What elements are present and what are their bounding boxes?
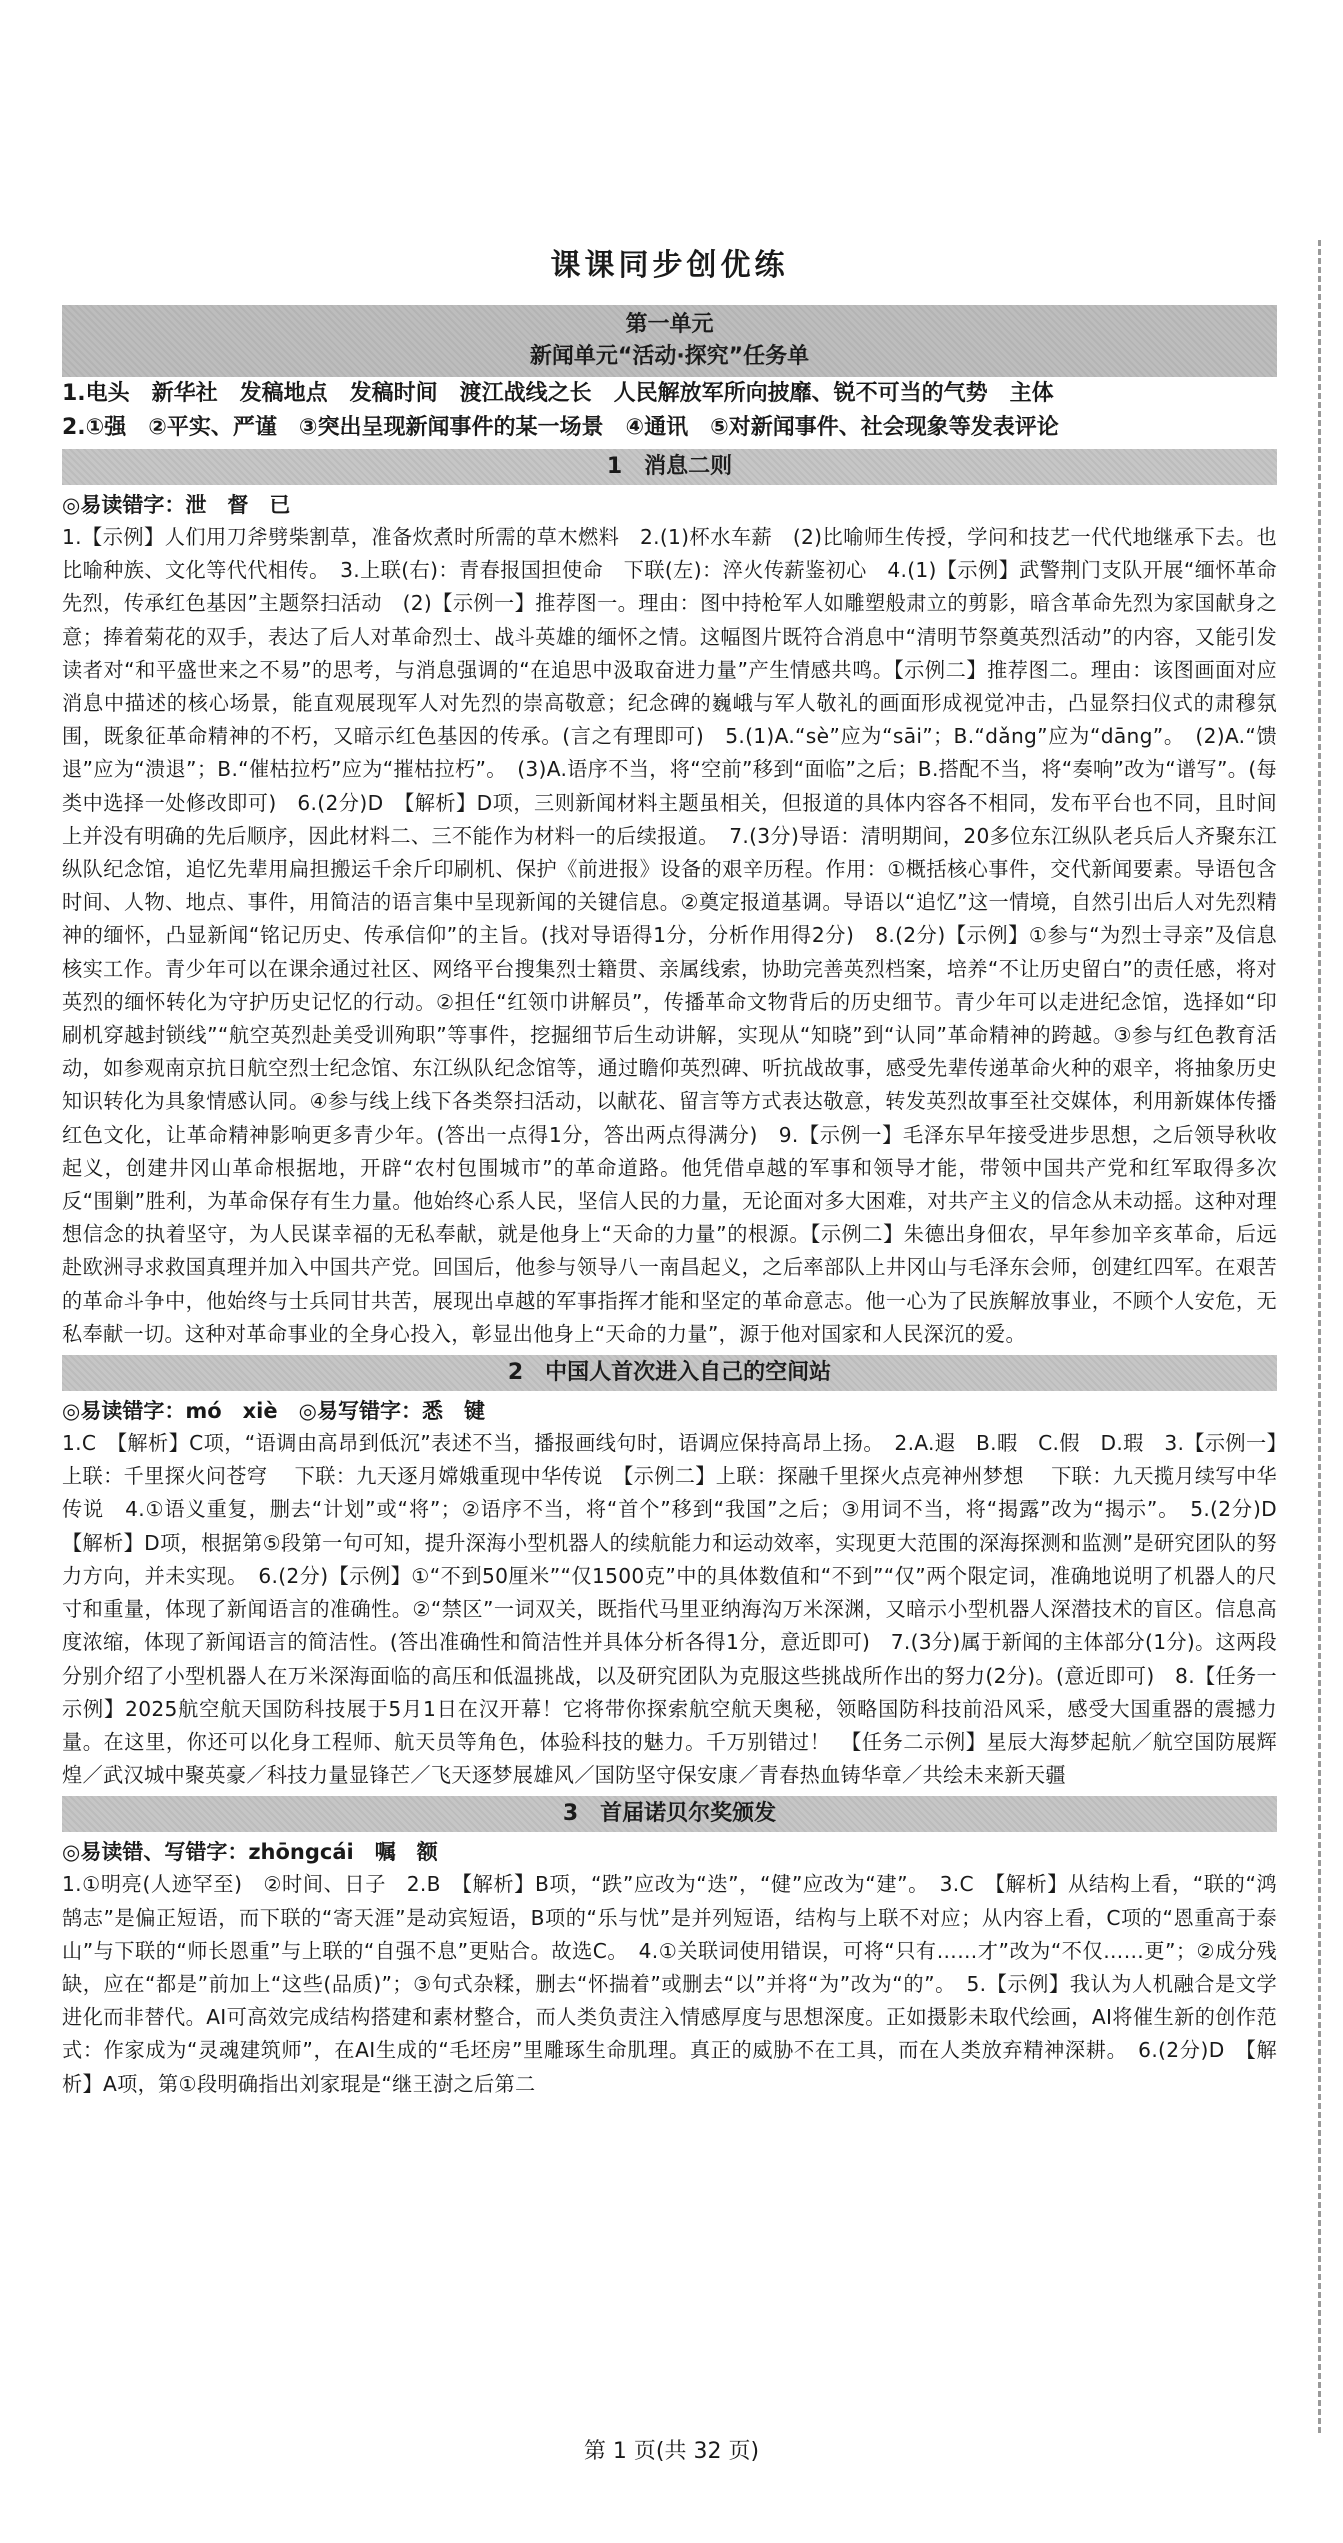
section-heading-3: 3 首届诺贝尔奖颁发 — [62, 1796, 1277, 1832]
section-heading-1: 1 消息二则 — [62, 449, 1277, 485]
unit-subtitle: 新闻单元“活动·探究”任务单 — [529, 344, 810, 369]
section-heading-2: 2 中国人首次进入自己的空间站 — [62, 1355, 1277, 1391]
section-body-3: 1.①明亮(人迹罕至) ②时间、日子 2.B 【解析】B项，“跌”应改为“迭”，“健”应改为“建”。 3.C 【解析】从结构上看，“联的“鸿鹄志”是偏正短语，而下联的“寄天涯”是动宾短语，B项的“乐与忧”是并列短语，结构与上联不对应；从内容上看，C项的“恩重高于泰山”与下联的“师长恩重”与上联的“自强不息”更贴合。故选C。 4.①关联词使用错误，可将“只有……才”改为“不仅……更”；②成分残缺，应在“都是”前加上“这些(品质)”；③句式杂糅，删去“怀揣着”或删去“以”并将“为”改为“的”。 5.【示例】我认为人机融合是文学进化而非替代。AI可高效完成结构搭建和素材整合，而人类负责注入情感厚度与思想深度。正如摄影未取代绘画，AI将催生新的创作范式：作家成为“灵魂建筑师”，在AI生成的“毛坯房”里雕琢生命肌理。真正的威胁不在工具，而在人类放弃精神深耕。 6.(2分)D 【解析】A项，第①段明确指出刘家琨是“继王澍之后第二 — [62, 1872, 1277, 2096]
unit-answer-2: 2.①强 ②平实、严谨 ③突出呈现新闻事件的某一场景 ④通讯 ⑤对新闻事件、社会现象等发表评论 — [62, 415, 1059, 440]
page-number: 第 1 页(共 32 页) — [583, 2439, 760, 2464]
page-title: 课课同步创优练 — [550, 248, 789, 283]
section-body-1: 1.【示例】人们用刀斧劈柴割草，准备炊煮时所需的草木燃料 2.(1)杯水车薪 (2)比喻师生传授，学问和技艺一代代地继承下去。也比喻种族、文化等代代相传。 3.上联(右)：青春报国担使命 下联(左)：淬火传薪鉴初心 4.(1)【示例】武警荆门支队开展“缅怀革命先烈，传承红色基因”主题祭扫活动 (2)【示例一】推荐图一。理由：图中持枪军人如雕塑般肃立的剪影，暗含革命先烈为家国献身之意；捧着菊花的双手，表达了后人对革命烈士、战斗英雄的缅怀之情。这幅图片既符合消息中“清明节祭奠英烈活动”的内容，又能引发读者对“和平盛世来之不易”的思考，与消息强调的“在追思中汲取奋进力量”产生情感共鸣。【示例二】推荐图二。理由：该图画面对应消息中描述的核心场景，能直观展现军人对先烈的崇高敬意；纪念碑的巍峨与军人敬礼的画面形成视觉冲击，凸显祭扫仪式的肃穆氛围，既象征革命精神的不朽，又暗示红色基因的传承。(言之有理即可) 5.(1)A.“sè”应为“sāi”；B.“dǎng”应为“dāng”。 (2)A.“馈退”应为“溃退”；B.“催枯拉朽”应为“摧枯拉朽”。 (3)A.语序不当，将“空前”移到“面临”之后；B.搭配不当，将“奏响”改为“谱写”。(每类中选择一处修改即可) 6.(2分)D 【解析】D项，三则新闻材料主题虽相关，但报道的具体内容各不相同，发布平台也不同，且时间上并没有明确的先后顺序，因此材料二、三不能作为材料一的后续报道。 7.(3分)导语：清明期间，20多位东江纵队老兵后人齐聚东江纵队纪念馆，追忆先辈用扁担搬运千余斤印刷机、保护《前进报》设备的艰辛历程。作用：①概括核心事件，交代新闻要素。导语包含时间、人物、地点、事件，用简洁的语言集中呈现新闻的关键信息。②奠定报道基调。导语以“追忆”这一情境，自然引出后人对先烈精神的缅怀，凸显新闻“铭记历史、传承信仰”的主旨。(找对导语得1分，分析作用得2分) 8.(2分)【示例】①参与“为烈士寻亲”及信息核实工作。青少年可以在课余通过社区、网络平台搜集烈士籍贯、亲属线索，协助完善英烈档案，培养“不让历史留白”的责任感，将对英烈的缅怀转化为守护历史记忆的行动。②担任“红领巾讲解员”，传播革命文物背后的历史细节。青少年可以走进纪念馆，选择如“印刷机穿越封锁线”“航空英烈赴美受训殉职”等事件，挖掘细节后生动讲解，实现从“知晓”到“认同”革命精神的跨越。③参与红色教育活动，如参观南京抗日航空烈士纪念馆、东江纵队纪念馆等，通过瞻仰英烈碑、听抗战故事，感受先辈传递革命火种的艰辛，将抽象历史知识转化为具象情感认同。④参与线上线下各类祭扫活动，以献花、留言等方式表达敬意，转发英烈故事至社交媒体，利用新媒体传播红色文化，让革命精神影响更多青少年。(答出一点得1分，答出两点得满分) 9.【示例一】毛泽东早年接受进步思想，之后领导秋收起义，创建井冈山革命根据地，开辟“农村包围城市”的革命道路。他凭借卓越的军事和领导才能，带领中国共产党和红军取得多次反“围剿”胜利，为革命保存有生力量。他始终心系人民，坚信人民的力量，无论面对多大困难，对共产主义的信念从未动摇。这种对理想信念的执着坚守，为人民谋幸福的无私奉献，就是他身上“天命的力量”的根源。【示例二】朱德出身佃农，早年参加辛亥革命，后远赴欧洲寻求救国真理并加入中国共产党。回国后，他参与领导八一南昌起义，之后率部队上井冈山与毛泽东会师，创建红四军。在艰苦的革命斗争中，他始终与士兵同甘共苦，展现出卓越的军事指挥才能和坚定的革命意志。他一心为了民族解放事业，不顾个人安危，无私奉献一切。这种对革命事业的全身心投入，彰显出他身上“天命的力量”，源于他对国家和人民深沉的爱。 — [62, 525, 1277, 1346]
unit-answer-1: 1.电头 新华社 发稿地点 发稿时间 渡江战线之长 人民解放军所向披靡、锐不可当的气势 主体 — [62, 381, 1054, 406]
section-tag-1: ◎易读错字：泄 督 已 — [62, 493, 291, 517]
section-tag-3: ◎易读错、写错字：zhōngcái 嘱 额 — [62, 1840, 438, 1865]
section-body-2: 1.C 【解析】C项，“语调由高昂到低沉”表述不当，播报画线句时，语调应保持高昂上扬。 2.A.遐 B.暇 C.假 D.瑕 3.【示例一】上联：千里探火问苍穹 下联：九天逐月嫦娥重现中华传说 【示例二】上联：探融千里探火点亮神州梦想 下联：九天揽月续写中华传说 4.①语义重复，删去“计划”或“将”；②语序不当，将“首个”移到“我国”之后；③用词不当，将“揭露”改为“揭示”。 5.(2分)D 【解析】D项，根据第⑤段第一句可知，提升深海小型机器人的续航能力和运动效率，实现更大范围的深海探测和监测”是研究团队的努力方向，并未实现。 6.(2分)【示例】①“不到50厘米”“仅1500克”中的具体数值和“不到”“仅”两个限定词，准确地说明了机器人的尺寸和重量，体现了新闻语言的准确性。②“禁区”一词双关，既指代马里亚纳海沟万米深渊，又暗示小型机器人深潜技术的盲区。信息高度浓缩，体现了新闻语言的简洁性。(答出准确性和简洁性并具体分析各得1分，意近即可) 7.(3分)属于新闻的主体部分(1分)。这两段分别介绍了小型机器人在万米深海面临的高压和低温挑战，以及研究团队为克服这些挑战所作出的努力(2分)。(意近即可) 8.【任务一示例】2025航空航天国防科技展于5月1日在汉开幕！它将带你探索航空航天奥秘，领略国防科技前沿风采，感受大国重器的震撼力量。在这里，你还可以化身工程师、航天员等角色，体验科技的魅力。千万别错过！ 【任务二示例】星辰大海梦起航／航空国防展辉煌／武汉城中聚英豪／科技力量显锋芒／飞天逐梦展雄风／国防坚守保安康／青春热血铸华章／共绘未来新天疆 — [62, 1431, 1298, 1788]
cut-line — [1318, 240, 1321, 2433]
section-tag-2: ◎易读错字：mó xiè ◎易写错字：悉 键 — [62, 1399, 485, 1424]
answer-page — [62, 245, 1298, 2101]
unit-header — [62, 305, 1277, 377]
unit-title: 第一单元 — [625, 312, 714, 337]
